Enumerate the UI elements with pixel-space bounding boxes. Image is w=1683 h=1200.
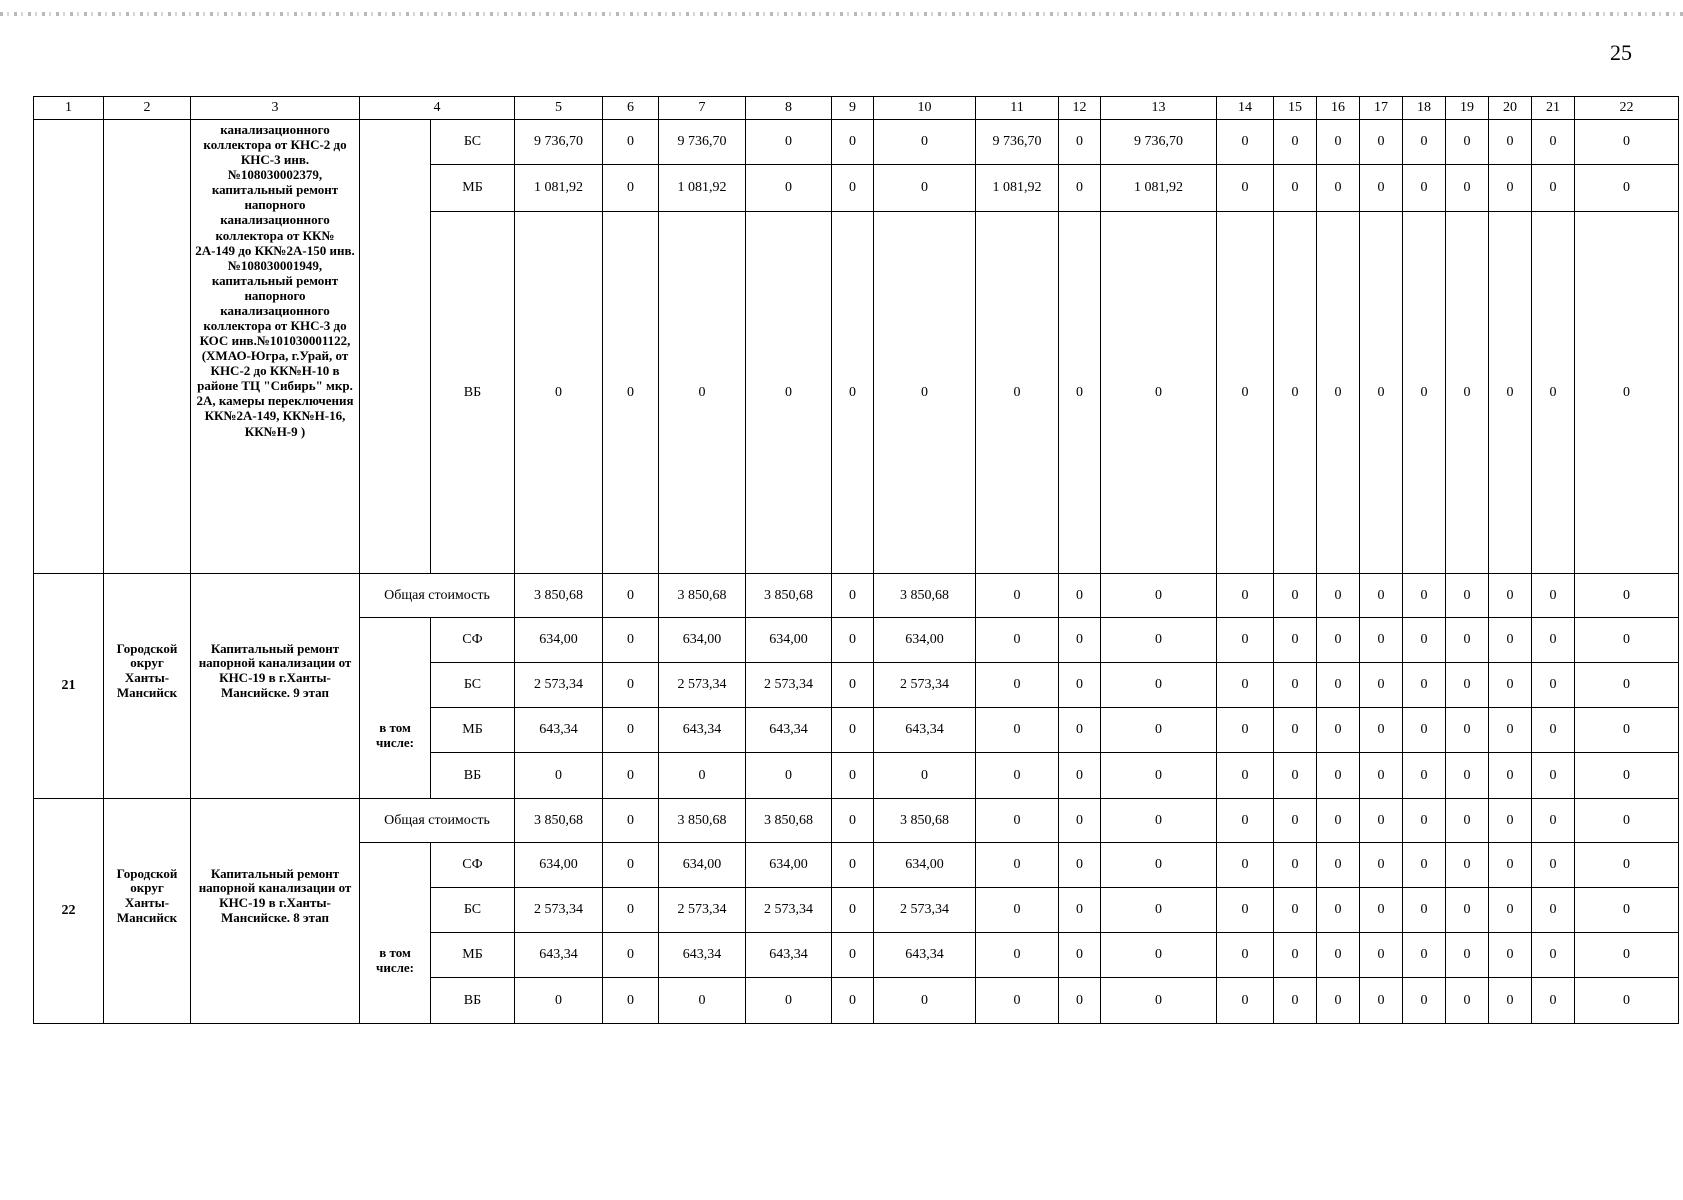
value-cell: 0 [1575,978,1679,1024]
value-cell: 0 [1317,574,1360,618]
column-header: 16 [1317,97,1360,120]
column-header: 6 [603,97,659,120]
value-cell: 0 [874,212,976,574]
value-cell: 0 [1059,708,1101,753]
total-cost-label: Общая стоимость [360,799,515,843]
value-cell: 0 [1489,618,1532,663]
value-cell: 0 [1217,212,1274,574]
value-cell: 0 [1403,933,1446,978]
value-cell: 0 [515,753,603,799]
value-cell: 0 [1446,120,1489,165]
funding-source-label: ВБ [431,978,515,1024]
value-cell: 0 [603,799,659,843]
value-cell: 0 [1317,753,1360,799]
value-cell: 0 [515,978,603,1024]
column-header: 5 [515,97,603,120]
value-cell: 0 [1532,978,1575,1024]
value-cell: 0 [1101,618,1217,663]
value-cell: 0 [1446,753,1489,799]
value-cell: 0 [1489,843,1532,888]
value-cell: 0 [1532,753,1575,799]
value-cell: 0 [603,888,659,933]
value-cell: 0 [1403,843,1446,888]
value-cell: 0 [1101,843,1217,888]
value-cell: 0 [1317,165,1360,212]
value-cell: 0 [1059,165,1101,212]
value-cell: 0 [1489,888,1532,933]
value-cell: 0 [1575,120,1679,165]
column-header: 20 [1489,97,1532,120]
value-cell: 3 850,68 [659,574,746,618]
value-cell: 643,34 [746,933,832,978]
value-cell: 0 [1274,799,1317,843]
table-row-total [34,799,1679,843]
total-cost-label: Общая стоимость [360,574,515,618]
value-cell: 0 [1575,799,1679,843]
value-cell: 0 [1101,978,1217,1024]
value-cell: 0 [1317,663,1360,708]
value-cell: 0 [832,212,874,574]
value-cell: 0 [1317,120,1360,165]
value-cell: 0 [832,753,874,799]
column-header: 14 [1217,97,1274,120]
value-cell: 0 [1532,574,1575,618]
value-cell: 0 [1274,843,1317,888]
including-cell [360,120,431,574]
value-cell: 2 573,34 [515,663,603,708]
value-cell: 0 [1532,165,1575,212]
value-cell: 0 [1360,799,1403,843]
value-cell: 0 [1575,663,1679,708]
value-cell: 0 [1575,212,1679,574]
description-cell: канализационного коллектора от КНС-2 до КНС-3 инв.№108030002379, капитальный ремонт напорного канализационного коллектора от КК№ 2А-149 до КК№2А-150 инв.№108030001949, капитальный ремонт напорного канализационного коллектора от КНС-3 до КОС инв.№101030001122, (ХМАО-Югра, г.Урай, от КНС-2 до КК№Н-10 в районе ТЦ "Сибирь" мкр. 2А, камеры переключения КК№2А-149, КК№Н-16, КК№Н-9 ) [191,120,360,574]
column-header: 2 [104,97,191,120]
value-cell: 0 [1360,618,1403,663]
value-cell: 1 081,92 [515,165,603,212]
value-cell: 1 081,92 [976,165,1059,212]
value-cell: 9 736,70 [515,120,603,165]
column-header: 12 [1059,97,1101,120]
value-cell: 0 [1360,574,1403,618]
value-cell: 0 [1575,888,1679,933]
column-header: 8 [746,97,832,120]
funding-source-label: МБ [431,165,515,212]
value-cell: 3 850,68 [515,799,603,843]
value-cell: 0 [1403,753,1446,799]
column-header: 13 [1101,97,1217,120]
value-cell: 0 [1101,933,1217,978]
funding-source-label: ВБ [431,212,515,574]
value-cell: 0 [1575,708,1679,753]
value-cell: 0 [1489,574,1532,618]
value-cell: 0 [1403,618,1446,663]
value-cell: 0 [874,753,976,799]
value-cell: 0 [1274,933,1317,978]
value-cell: 0 [1217,618,1274,663]
value-cell: 0 [1217,888,1274,933]
value-cell: 0 [1217,165,1274,212]
value-cell: 0 [1532,120,1575,165]
value-cell: 0 [832,888,874,933]
scan-artifact-line [0,12,1683,16]
value-cell: 0 [1101,799,1217,843]
value-cell: 0 [1360,753,1403,799]
value-cell: 0 [874,165,976,212]
value-cell: 0 [659,978,746,1024]
including-label: в том числе: [360,843,431,1024]
value-cell: 0 [603,120,659,165]
funding-source-label: СФ [431,843,515,888]
value-cell: 0 [1317,978,1360,1024]
budget-table [33,96,1679,1024]
value-cell: 643,34 [874,933,976,978]
value-cell: 0 [1575,753,1679,799]
value-cell: 0 [1217,933,1274,978]
funding-source-label: БС [431,888,515,933]
value-cell: 0 [976,663,1059,708]
description-cell: Капитальный ремонт напорной канализации от КНС-19 в г.Ханты-Мансийске. 8 этап [191,799,360,1024]
value-cell: 0 [1360,212,1403,574]
value-cell: 0 [1575,574,1679,618]
value-cell: 0 [1059,843,1101,888]
value-cell: 634,00 [874,618,976,663]
value-cell: 0 [746,753,832,799]
value-cell: 0 [1274,120,1317,165]
value-cell: 0 [1274,888,1317,933]
value-cell: 0 [1217,574,1274,618]
value-cell: 2 573,34 [874,888,976,933]
value-cell: 0 [1403,212,1446,574]
funding-source-label: МБ [431,933,515,978]
value-cell: 0 [1059,978,1101,1024]
value-cell: 0 [832,120,874,165]
value-cell: 0 [1059,888,1101,933]
value-cell: 3 850,68 [874,799,976,843]
value-cell: 0 [976,888,1059,933]
column-header: 17 [1360,97,1403,120]
value-cell: 9 736,70 [976,120,1059,165]
value-cell: 0 [1217,978,1274,1024]
value-cell: 0 [1360,933,1403,978]
value-cell: 3 850,68 [746,574,832,618]
value-cell: 0 [976,843,1059,888]
value-cell: 0 [976,618,1059,663]
region-cell [104,120,191,574]
value-cell: 0 [659,212,746,574]
value-cell: 0 [1101,753,1217,799]
value-cell: 0 [1489,753,1532,799]
column-header: 9 [832,97,874,120]
value-cell: 634,00 [659,618,746,663]
value-cell: 0 [1101,708,1217,753]
value-cell: 0 [1403,799,1446,843]
value-cell: 9 736,70 [659,120,746,165]
value-cell: 0 [832,843,874,888]
value-cell: 0 [1489,120,1532,165]
value-cell: 0 [603,618,659,663]
value-cell: 0 [832,165,874,212]
value-cell: 0 [1217,120,1274,165]
value-cell: 0 [1489,708,1532,753]
value-cell: 634,00 [746,843,832,888]
value-cell: 0 [1360,663,1403,708]
value-cell: 0 [1403,663,1446,708]
table-body [34,97,1679,1024]
value-cell: 0 [832,663,874,708]
value-cell: 3 850,68 [874,574,976,618]
value-cell: 0 [1101,574,1217,618]
value-cell: 0 [1274,165,1317,212]
value-cell: 0 [976,753,1059,799]
column-header: 4 [360,97,515,120]
value-cell: 0 [976,978,1059,1024]
value-cell: 0 [976,933,1059,978]
value-cell: 0 [1059,618,1101,663]
value-cell: 634,00 [515,843,603,888]
value-cell: 0 [1446,212,1489,574]
value-cell: 0 [1446,978,1489,1024]
value-cell: 2 573,34 [746,663,832,708]
table-header-row [34,97,1679,120]
value-cell: 634,00 [659,843,746,888]
value-cell: 3 850,68 [659,799,746,843]
value-cell: 0 [1360,978,1403,1024]
value-cell: 0 [1317,799,1360,843]
value-cell: 0 [1101,212,1217,574]
funding-source-label: БС [431,663,515,708]
value-cell: 0 [1403,708,1446,753]
value-cell: 0 [832,933,874,978]
value-cell: 0 [1489,799,1532,843]
value-cell: 0 [1274,663,1317,708]
value-cell: 0 [1575,843,1679,888]
value-cell: 0 [1489,978,1532,1024]
funding-source-label: БС [431,120,515,165]
value-cell: 0 [1217,708,1274,753]
value-cell: 0 [1532,212,1575,574]
value-cell: 0 [1317,888,1360,933]
region-cell: Городской округ Ханты-Мансийск [104,799,191,1024]
value-cell: 0 [1317,843,1360,888]
value-cell: 0 [976,212,1059,574]
value-cell: 0 [746,165,832,212]
value-cell: 0 [976,799,1059,843]
value-cell: 0 [832,574,874,618]
value-cell: 0 [746,120,832,165]
value-cell: 0 [874,978,976,1024]
value-cell: 0 [1489,165,1532,212]
value-cell: 0 [603,574,659,618]
including-label: в том числе: [360,618,431,799]
value-cell: 3 850,68 [515,574,603,618]
value-cell: 0 [1403,888,1446,933]
value-cell: 643,34 [515,933,603,978]
value-cell: 0 [832,618,874,663]
value-cell: 0 [1575,933,1679,978]
value-cell: 0 [1446,618,1489,663]
value-cell: 0 [832,708,874,753]
value-cell: 1 081,92 [659,165,746,212]
value-cell: 0 [603,708,659,753]
value-cell: 634,00 [515,618,603,663]
value-cell: 0 [659,753,746,799]
value-cell: 2 573,34 [874,663,976,708]
value-cell: 0 [1446,799,1489,843]
table-row [34,120,1679,165]
value-cell: 634,00 [746,618,832,663]
value-cell: 0 [1575,165,1679,212]
value-cell: 0 [1360,843,1403,888]
column-header: 10 [874,97,976,120]
column-header: 1 [34,97,104,120]
value-cell: 0 [603,212,659,574]
value-cell: 0 [1059,212,1101,574]
value-cell: 0 [1217,843,1274,888]
value-cell: 0 [1403,165,1446,212]
value-cell: 0 [1317,212,1360,574]
value-cell: 0 [1274,618,1317,663]
value-cell: 0 [1217,799,1274,843]
region-cell: Городской округ Ханты-Мансийск [104,574,191,799]
column-header: 18 [1403,97,1446,120]
value-cell: 0 [1274,708,1317,753]
value-cell: 0 [1446,888,1489,933]
value-cell: 0 [1317,708,1360,753]
value-cell: 0 [603,663,659,708]
value-cell: 0 [874,120,976,165]
value-cell: 0 [603,165,659,212]
value-cell: 0 [1489,663,1532,708]
column-header: 22 [1575,97,1679,120]
funding-source-label: ВБ [431,753,515,799]
value-cell: 0 [1059,753,1101,799]
value-cell: 643,34 [874,708,976,753]
value-cell: 2 573,34 [659,888,746,933]
value-cell: 0 [1101,663,1217,708]
value-cell: 0 [746,212,832,574]
value-cell: 0 [976,708,1059,753]
value-cell: 2 573,34 [746,888,832,933]
value-cell: 0 [1532,888,1575,933]
value-cell: 0 [1274,212,1317,574]
value-cell: 634,00 [874,843,976,888]
value-cell: 0 [1532,843,1575,888]
value-cell: 0 [1059,120,1101,165]
value-cell: 0 [1403,978,1446,1024]
value-cell: 0 [746,978,832,1024]
value-cell: 0 [1403,120,1446,165]
column-header: 21 [1532,97,1575,120]
value-cell: 0 [1489,212,1532,574]
value-cell: 0 [1059,799,1101,843]
description-cell: Капитальный ремонт напорной канализации от КНС-19 в г.Ханты-Мансийске. 9 этап [191,574,360,799]
value-cell: 0 [1360,888,1403,933]
value-cell: 0 [1360,165,1403,212]
value-cell: 0 [1059,663,1101,708]
value-cell: 2 573,34 [515,888,603,933]
value-cell: 0 [1446,708,1489,753]
value-cell: 0 [1317,933,1360,978]
value-cell: 9 736,70 [1101,120,1217,165]
value-cell: 0 [1446,843,1489,888]
value-cell: 0 [1532,799,1575,843]
value-cell: 643,34 [659,708,746,753]
value-cell: 0 [603,978,659,1024]
value-cell: 0 [603,843,659,888]
value-cell: 0 [1532,933,1575,978]
value-cell: 0 [1059,574,1101,618]
value-cell: 0 [1217,753,1274,799]
value-cell: 0 [832,978,874,1024]
row-number-cell: 21 [34,574,104,799]
row-number-cell: 22 [34,799,104,1024]
funding-source-label: СФ [431,618,515,663]
value-cell: 0 [603,753,659,799]
column-header: 19 [1446,97,1489,120]
value-cell: 0 [1446,933,1489,978]
value-cell: 0 [1360,708,1403,753]
value-cell: 3 850,68 [746,799,832,843]
value-cell: 0 [1532,663,1575,708]
page-number: 25 [1610,40,1632,65]
value-cell: 0 [832,799,874,843]
value-cell: 0 [515,212,603,574]
value-cell: 0 [1274,978,1317,1024]
value-cell: 0 [1532,618,1575,663]
value-cell: 0 [1101,888,1217,933]
value-cell: 0 [1575,618,1679,663]
value-cell: 0 [976,574,1059,618]
value-cell: 0 [1446,663,1489,708]
value-cell: 0 [1446,165,1489,212]
value-cell: 0 [1274,574,1317,618]
value-cell: 1 081,92 [1101,165,1217,212]
column-header: 11 [976,97,1059,120]
table-row-total [34,574,1679,618]
value-cell: 643,34 [515,708,603,753]
value-cell: 0 [1360,120,1403,165]
value-cell: 0 [1274,753,1317,799]
value-cell: 0 [603,933,659,978]
value-cell: 0 [1317,618,1360,663]
column-header: 3 [191,97,360,120]
value-cell: 2 573,34 [659,663,746,708]
value-cell: 643,34 [746,708,832,753]
column-header: 7 [659,97,746,120]
value-cell: 0 [1446,574,1489,618]
column-header: 15 [1274,97,1317,120]
value-cell: 0 [1532,708,1575,753]
row-number-cell [34,120,104,574]
funding-source-label: МБ [431,708,515,753]
value-cell: 0 [1059,933,1101,978]
value-cell: 0 [1403,574,1446,618]
value-cell: 0 [1217,663,1274,708]
value-cell: 0 [1489,933,1532,978]
value-cell: 643,34 [659,933,746,978]
